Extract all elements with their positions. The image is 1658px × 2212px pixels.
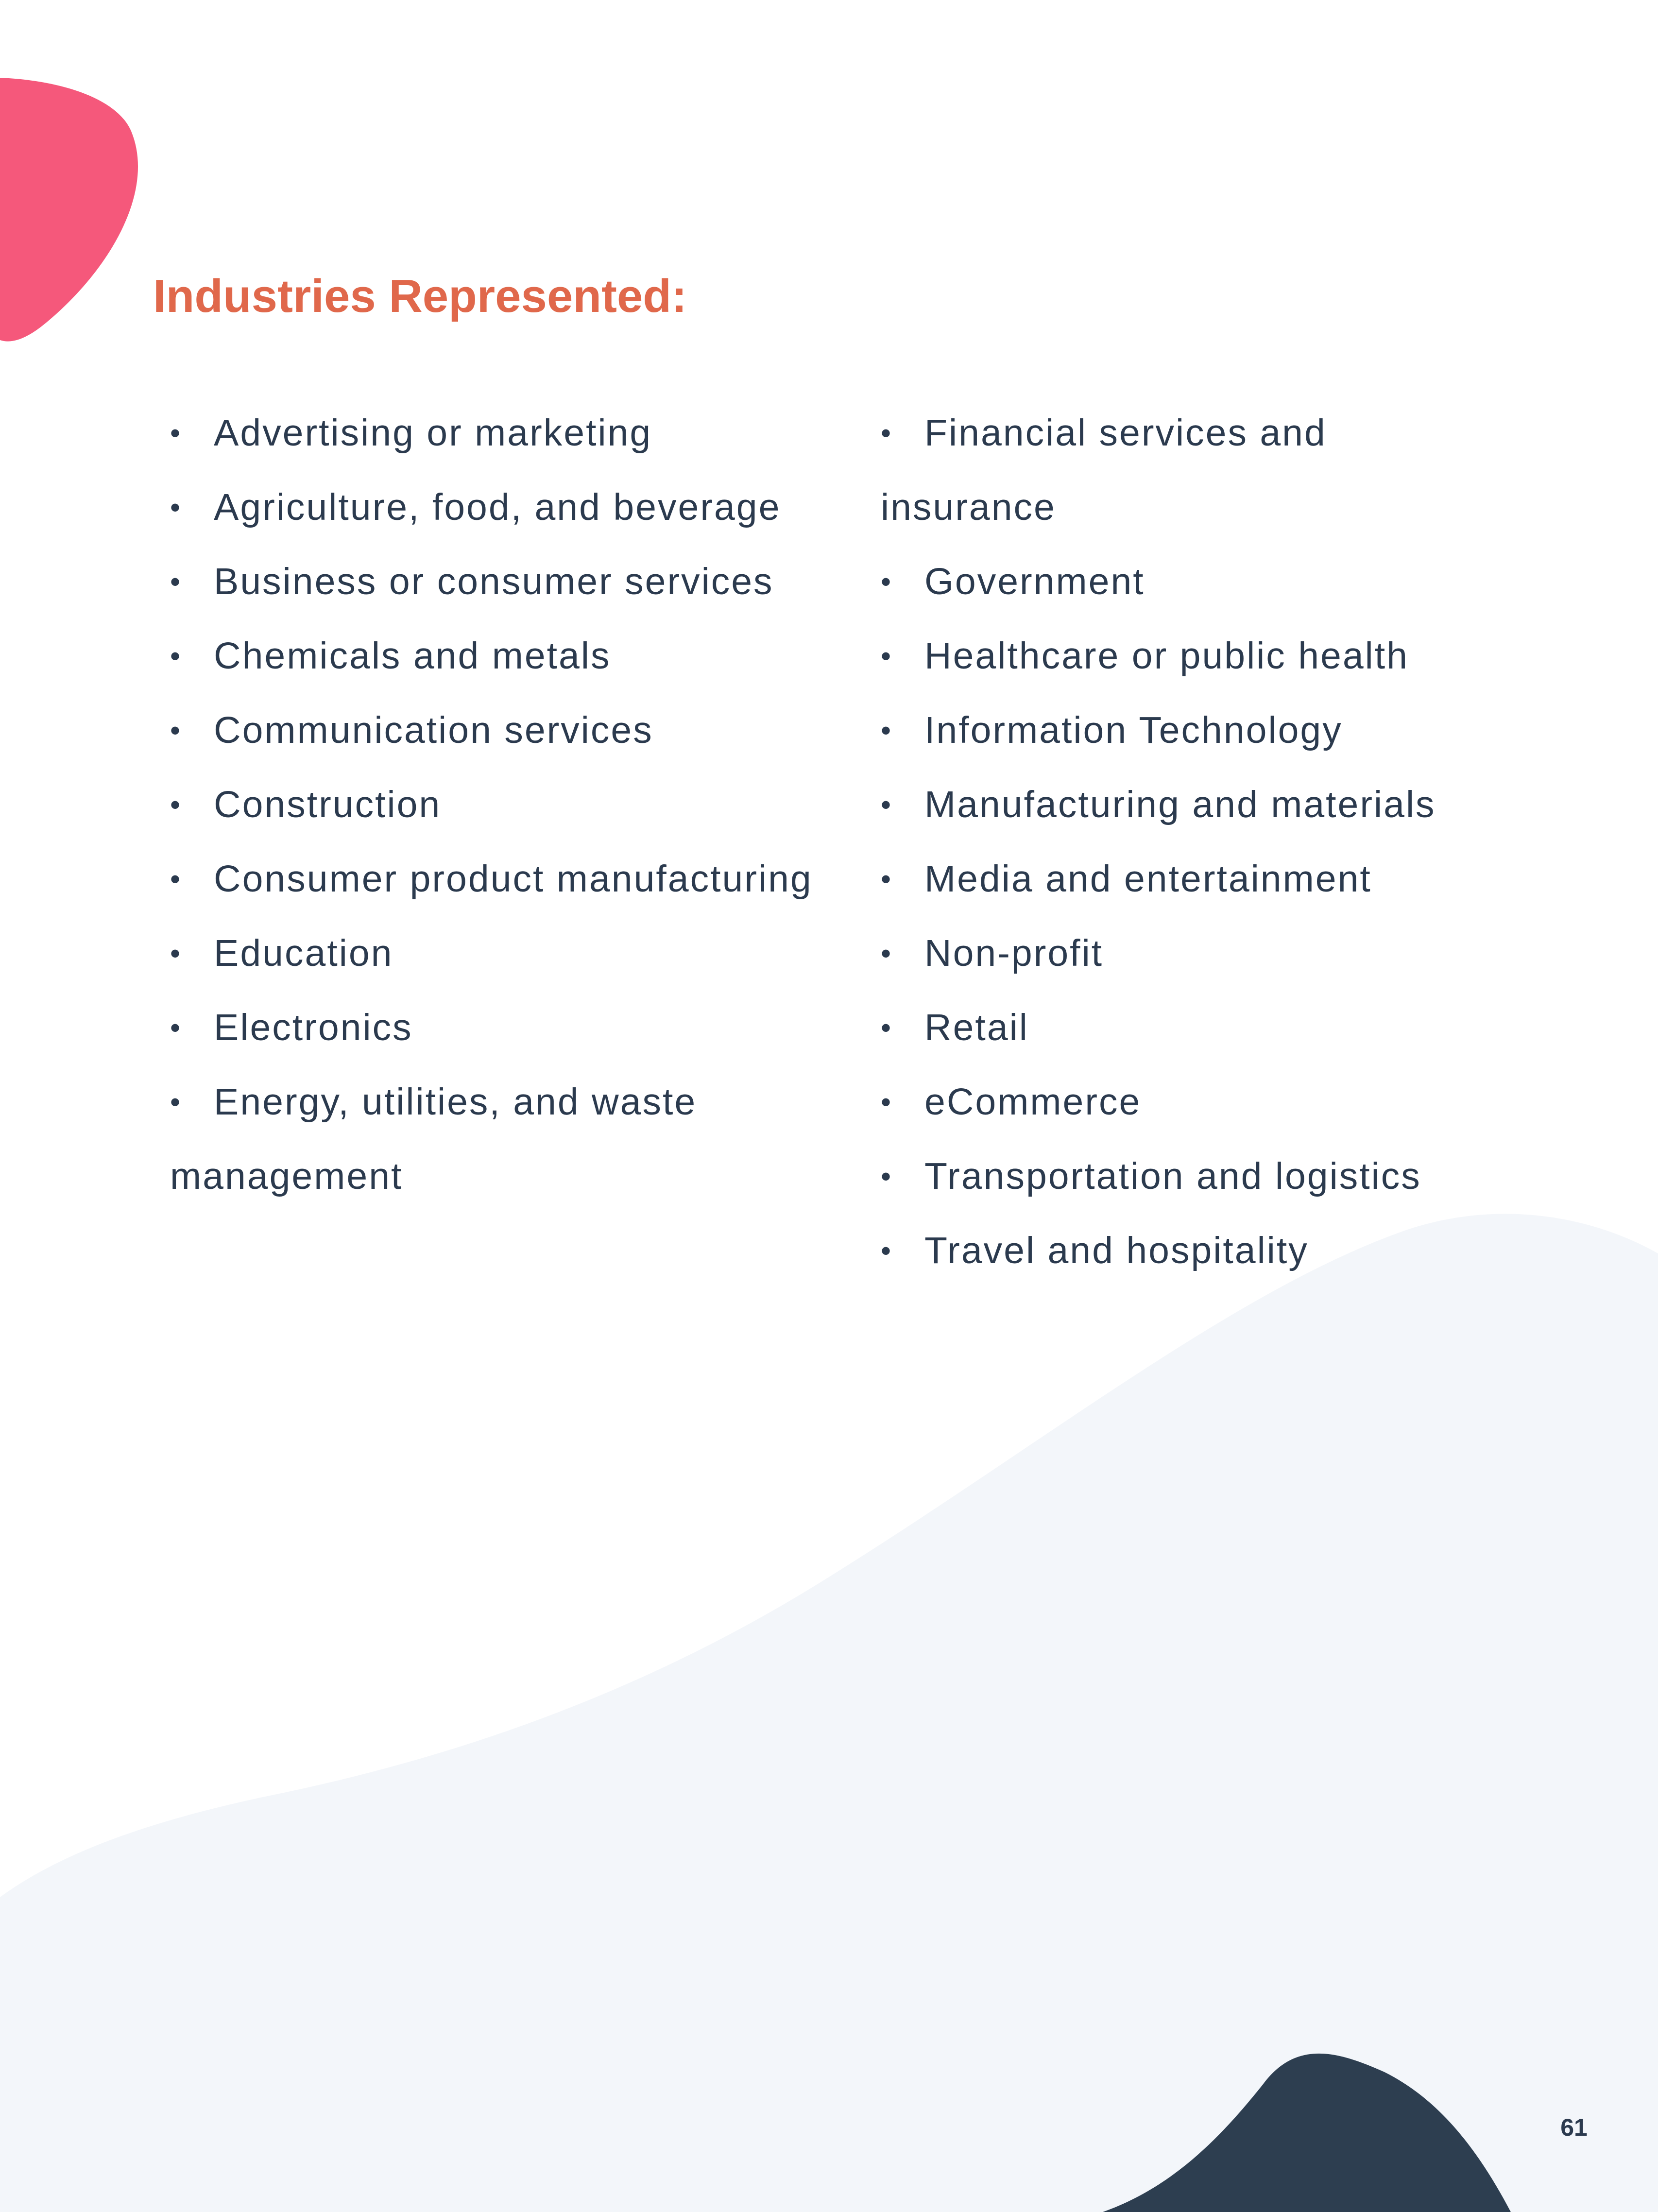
bullet-icon: • <box>881 1012 893 1044</box>
list-item-label: management <box>170 1155 403 1197</box>
list-item-label: Healthcare or public health <box>924 635 1409 677</box>
list-item <box>881 842 1512 916</box>
bullet-icon: • <box>881 1086 893 1118</box>
list-item <box>170 768 850 842</box>
list-item <box>881 693 1512 768</box>
bullet-icon: • <box>170 714 182 747</box>
pink-blob-shape <box>0 78 138 342</box>
list-item <box>170 396 850 470</box>
list-item-label: Non-profit <box>924 932 1104 974</box>
bullet-icon: • <box>170 491 182 524</box>
list-item <box>170 693 850 768</box>
bullet-icon: • <box>881 566 893 598</box>
industry-list-right <box>881 396 1512 1288</box>
bullet-icon: • <box>170 937 182 970</box>
list-item <box>881 396 1512 470</box>
list-item <box>881 1065 1512 1139</box>
list-item <box>881 768 1512 842</box>
list-item-label: Business or consumer services <box>214 561 774 602</box>
list-item-label: Transportation and logistics <box>924 1155 1421 1197</box>
list-item <box>170 842 850 916</box>
list-item-label: Government <box>924 561 1145 602</box>
list-item <box>881 1139 1512 1214</box>
list-item-label: Agriculture, food, and beverage <box>214 486 781 528</box>
list-item-label: Construction <box>214 784 442 825</box>
bullet-icon: • <box>881 789 893 821</box>
list-item-label: Travel and hospitality <box>924 1230 1309 1271</box>
list-item <box>881 991 1512 1065</box>
list-item <box>170 470 850 545</box>
list-item-label: Retail <box>924 1007 1029 1048</box>
page-number: 61 <box>1560 2114 1588 2141</box>
bullet-icon: • <box>881 417 893 449</box>
bullet-icon: • <box>881 937 893 970</box>
list-item-label: Electronics <box>214 1007 413 1048</box>
bullet-icon: • <box>170 417 182 449</box>
list-item <box>881 619 1512 693</box>
list-item <box>881 1214 1512 1288</box>
bullet-icon: • <box>881 714 893 747</box>
list-item-label: Advertising or marketing <box>214 412 652 454</box>
list-item <box>170 916 850 991</box>
bullet-icon: • <box>170 789 182 821</box>
list-item-label: Financial services and <box>924 412 1327 454</box>
list-item-label: Energy, utilities, and waste <box>214 1081 697 1123</box>
bullet-icon: • <box>881 640 893 672</box>
bullet-icon: • <box>170 566 182 598</box>
list-item <box>170 619 850 693</box>
industry-list-left <box>170 396 850 1214</box>
bullet-icon: • <box>170 640 182 672</box>
list-item <box>170 1065 850 1139</box>
bullet-icon: • <box>881 863 893 895</box>
list-item <box>881 545 1512 619</box>
list-item <box>170 545 850 619</box>
list-item <box>881 916 1512 991</box>
page-title: Industries Represented: <box>153 270 687 322</box>
light-wave-shape <box>0 1214 1658 2212</box>
bullet-icon: • <box>170 1012 182 1044</box>
bullet-icon: • <box>170 1086 182 1118</box>
bullet-icon: • <box>170 863 182 895</box>
list-item-label: Manufacturing and materials <box>924 784 1436 825</box>
list-item-continuation <box>881 470 1512 545</box>
bullet-icon: • <box>881 1160 893 1193</box>
list-item-label: Chemicals and metals <box>214 635 611 677</box>
list-item-label: Communication services <box>214 709 653 751</box>
list-item-label: Information Technology <box>924 709 1343 751</box>
list-item-label: Consumer product manufacturing <box>214 858 813 900</box>
list-item-label: eCommerce <box>924 1081 1142 1123</box>
list-item-continuation <box>170 1139 850 1214</box>
list-item-label: Education <box>214 932 393 974</box>
list-item-label: insurance <box>881 486 1056 528</box>
bullet-icon: • <box>881 1235 893 1267</box>
list-item-label: Media and entertainment <box>924 858 1372 900</box>
list-item <box>170 991 850 1065</box>
